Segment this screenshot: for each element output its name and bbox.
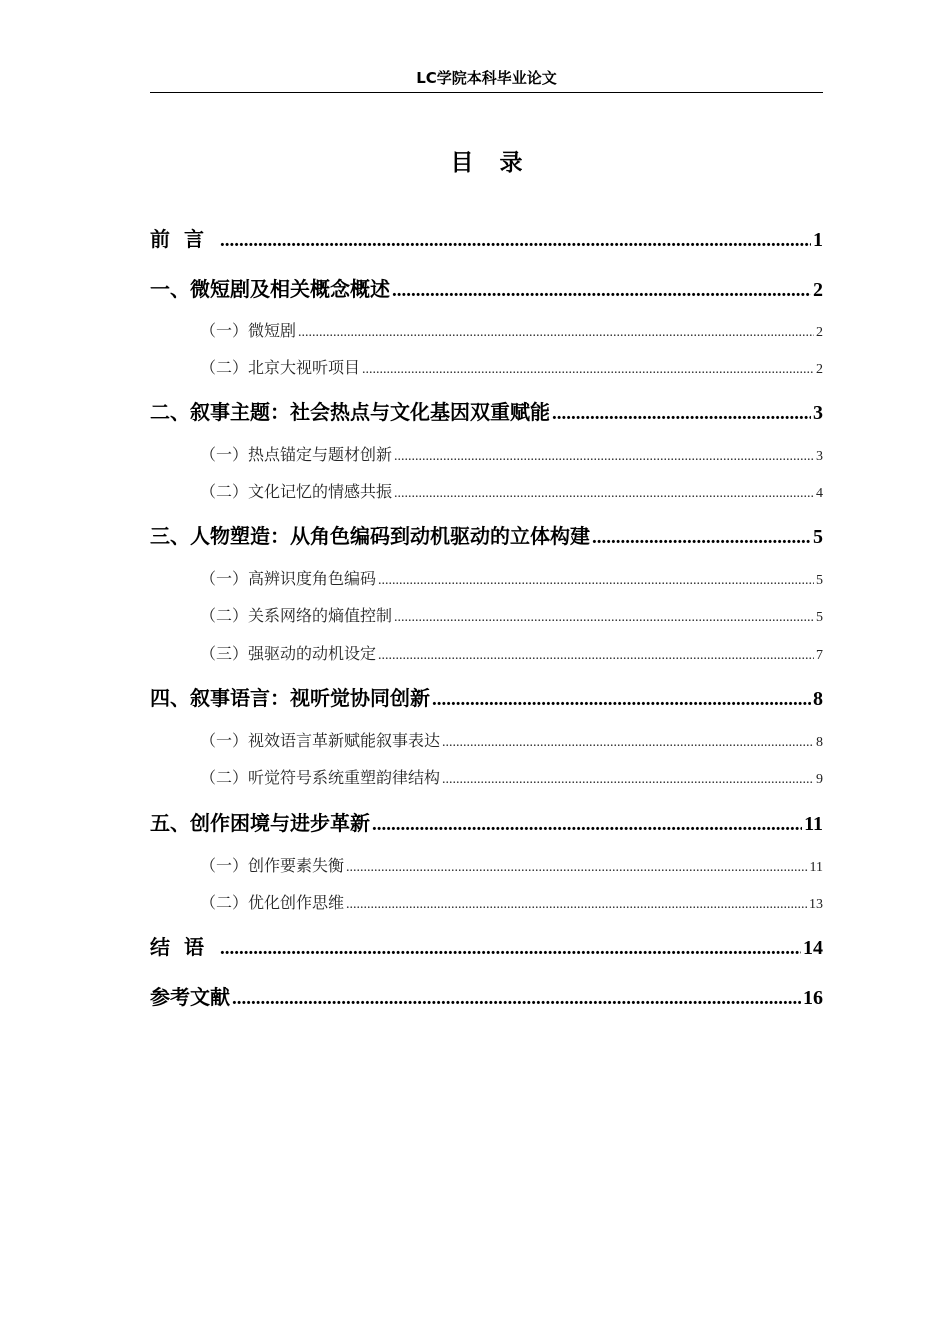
dot-leader — [592, 523, 811, 553]
toc-entry-label: （三）强驱动的动机设定 — [200, 644, 377, 663]
toc-entry-label: （一）创作要素失衡 — [200, 856, 345, 875]
dot-leader — [394, 482, 814, 506]
page-header: LC学院本科毕业论文 — [150, 64, 823, 93]
toc-page-number: 8 — [816, 735, 823, 750]
toc-entry-label: （二）文化记忆的情感共振 — [200, 482, 393, 501]
toc-page-number: 2 — [813, 279, 823, 301]
toc-entry-references[interactable] — [150, 982, 823, 1012]
toc-entry-label: （一）视效语言革新赋能叙事表达 — [200, 731, 441, 750]
toc-page-number: 5 — [816, 573, 823, 588]
toc-entry-label: （二）优化创作思维 — [200, 893, 345, 912]
toc-entry-label: （二）听觉符号系统重塑韵律结构 — [200, 768, 441, 787]
toc-entry-chapter-1[interactable] — [150, 274, 823, 304]
toc-entry-label: （一）热点锚定与题材创新 — [200, 445, 393, 464]
toc-page-number: 5 — [813, 526, 823, 548]
dot-leader — [220, 226, 811, 256]
dot-leader — [346, 856, 808, 880]
toc-page-number: 1 — [813, 229, 823, 251]
dot-leader — [298, 321, 814, 345]
toc-entry-label: 前言 — [150, 227, 218, 251]
toc-entry-label: （一）高辨识度角色编码 — [200, 569, 377, 588]
toc-entry-section-4-2[interactable] — [200, 766, 823, 790]
toc-entry-label: （一）微短剧 — [200, 321, 297, 340]
dot-leader — [362, 358, 814, 382]
toc-entry-label: 五、创作困境与进步革新 — [150, 811, 370, 835]
dot-leader — [394, 606, 814, 630]
toc-entry-section-2-1[interactable] — [200, 443, 823, 467]
toc-page-number: 3 — [816, 449, 823, 464]
toc-title: 目录 — [450, 150, 549, 176]
toc-entry-section-1-2[interactable] — [200, 356, 823, 380]
toc-entry-section-4-1[interactable] — [200, 729, 823, 753]
dot-leader — [442, 731, 814, 755]
toc-entry-label: （二）北京大视听项目 — [200, 358, 361, 377]
toc-entry-label: 三、人物塑造：从角色编码到动机驱动的立体构建 — [150, 524, 590, 548]
toc-entry-preface[interactable] — [150, 224, 823, 254]
toc-page-number: 2 — [816, 362, 823, 377]
dot-leader — [220, 934, 801, 964]
toc-entry-label: 参考文献 — [150, 985, 230, 1009]
toc-entry-chapter-4[interactable] — [150, 683, 823, 713]
toc-entry-label: 结语 — [150, 935, 218, 959]
toc-page-number: 5 — [816, 610, 823, 625]
toc-page-number: 14 — [803, 937, 823, 959]
dot-leader — [232, 984, 801, 1014]
toc-page-number: 4 — [816, 486, 823, 501]
dot-leader — [442, 768, 814, 792]
toc-page-number: 9 — [816, 772, 823, 787]
dot-leader — [392, 276, 811, 306]
toc-entry-label: 二、叙事主题：社会热点与文化基因双重赋能 — [150, 400, 550, 424]
toc-page-number: 11 — [804, 813, 823, 835]
toc-page-number: 3 — [813, 402, 823, 424]
toc-page-number: 8 — [813, 688, 823, 710]
toc-entry-section-1-1[interactable] — [200, 319, 823, 343]
dot-leader — [372, 810, 802, 840]
toc-entry-conclusion[interactable] — [150, 932, 823, 962]
toc-page-number: 11 — [809, 860, 823, 875]
toc-page-number: 2 — [816, 325, 823, 340]
toc-entry-section-3-2[interactable] — [200, 604, 823, 628]
toc-entry-section-3-1[interactable] — [200, 567, 823, 591]
dot-leader — [432, 685, 811, 715]
toc-entry-chapter-2[interactable] — [150, 397, 823, 427]
toc-entry-section-2-2[interactable] — [200, 480, 823, 504]
dot-leader — [394, 445, 814, 469]
dot-leader — [552, 399, 811, 429]
dot-leader — [346, 893, 807, 917]
toc-entry-label: 一、微短剧及相关概念概述 — [150, 277, 390, 301]
toc-entry-label: （二）关系网络的熵值控制 — [200, 606, 393, 625]
dot-leader — [378, 644, 814, 668]
toc-page-number: 7 — [816, 648, 823, 663]
toc-page-number: 13 — [809, 897, 823, 912]
toc-entry-section-5-1[interactable] — [200, 854, 823, 878]
toc-entry-section-5-2[interactable] — [200, 891, 823, 915]
toc-entry-chapter-5[interactable] — [150, 808, 823, 838]
toc-entry-chapter-3[interactable] — [150, 521, 823, 551]
toc-entry-section-3-3[interactable] — [200, 642, 823, 666]
dot-leader — [378, 569, 814, 593]
toc-page-number: 16 — [803, 987, 823, 1009]
toc-entry-label: 四、叙事语言：视听觉协同创新 — [150, 686, 430, 710]
